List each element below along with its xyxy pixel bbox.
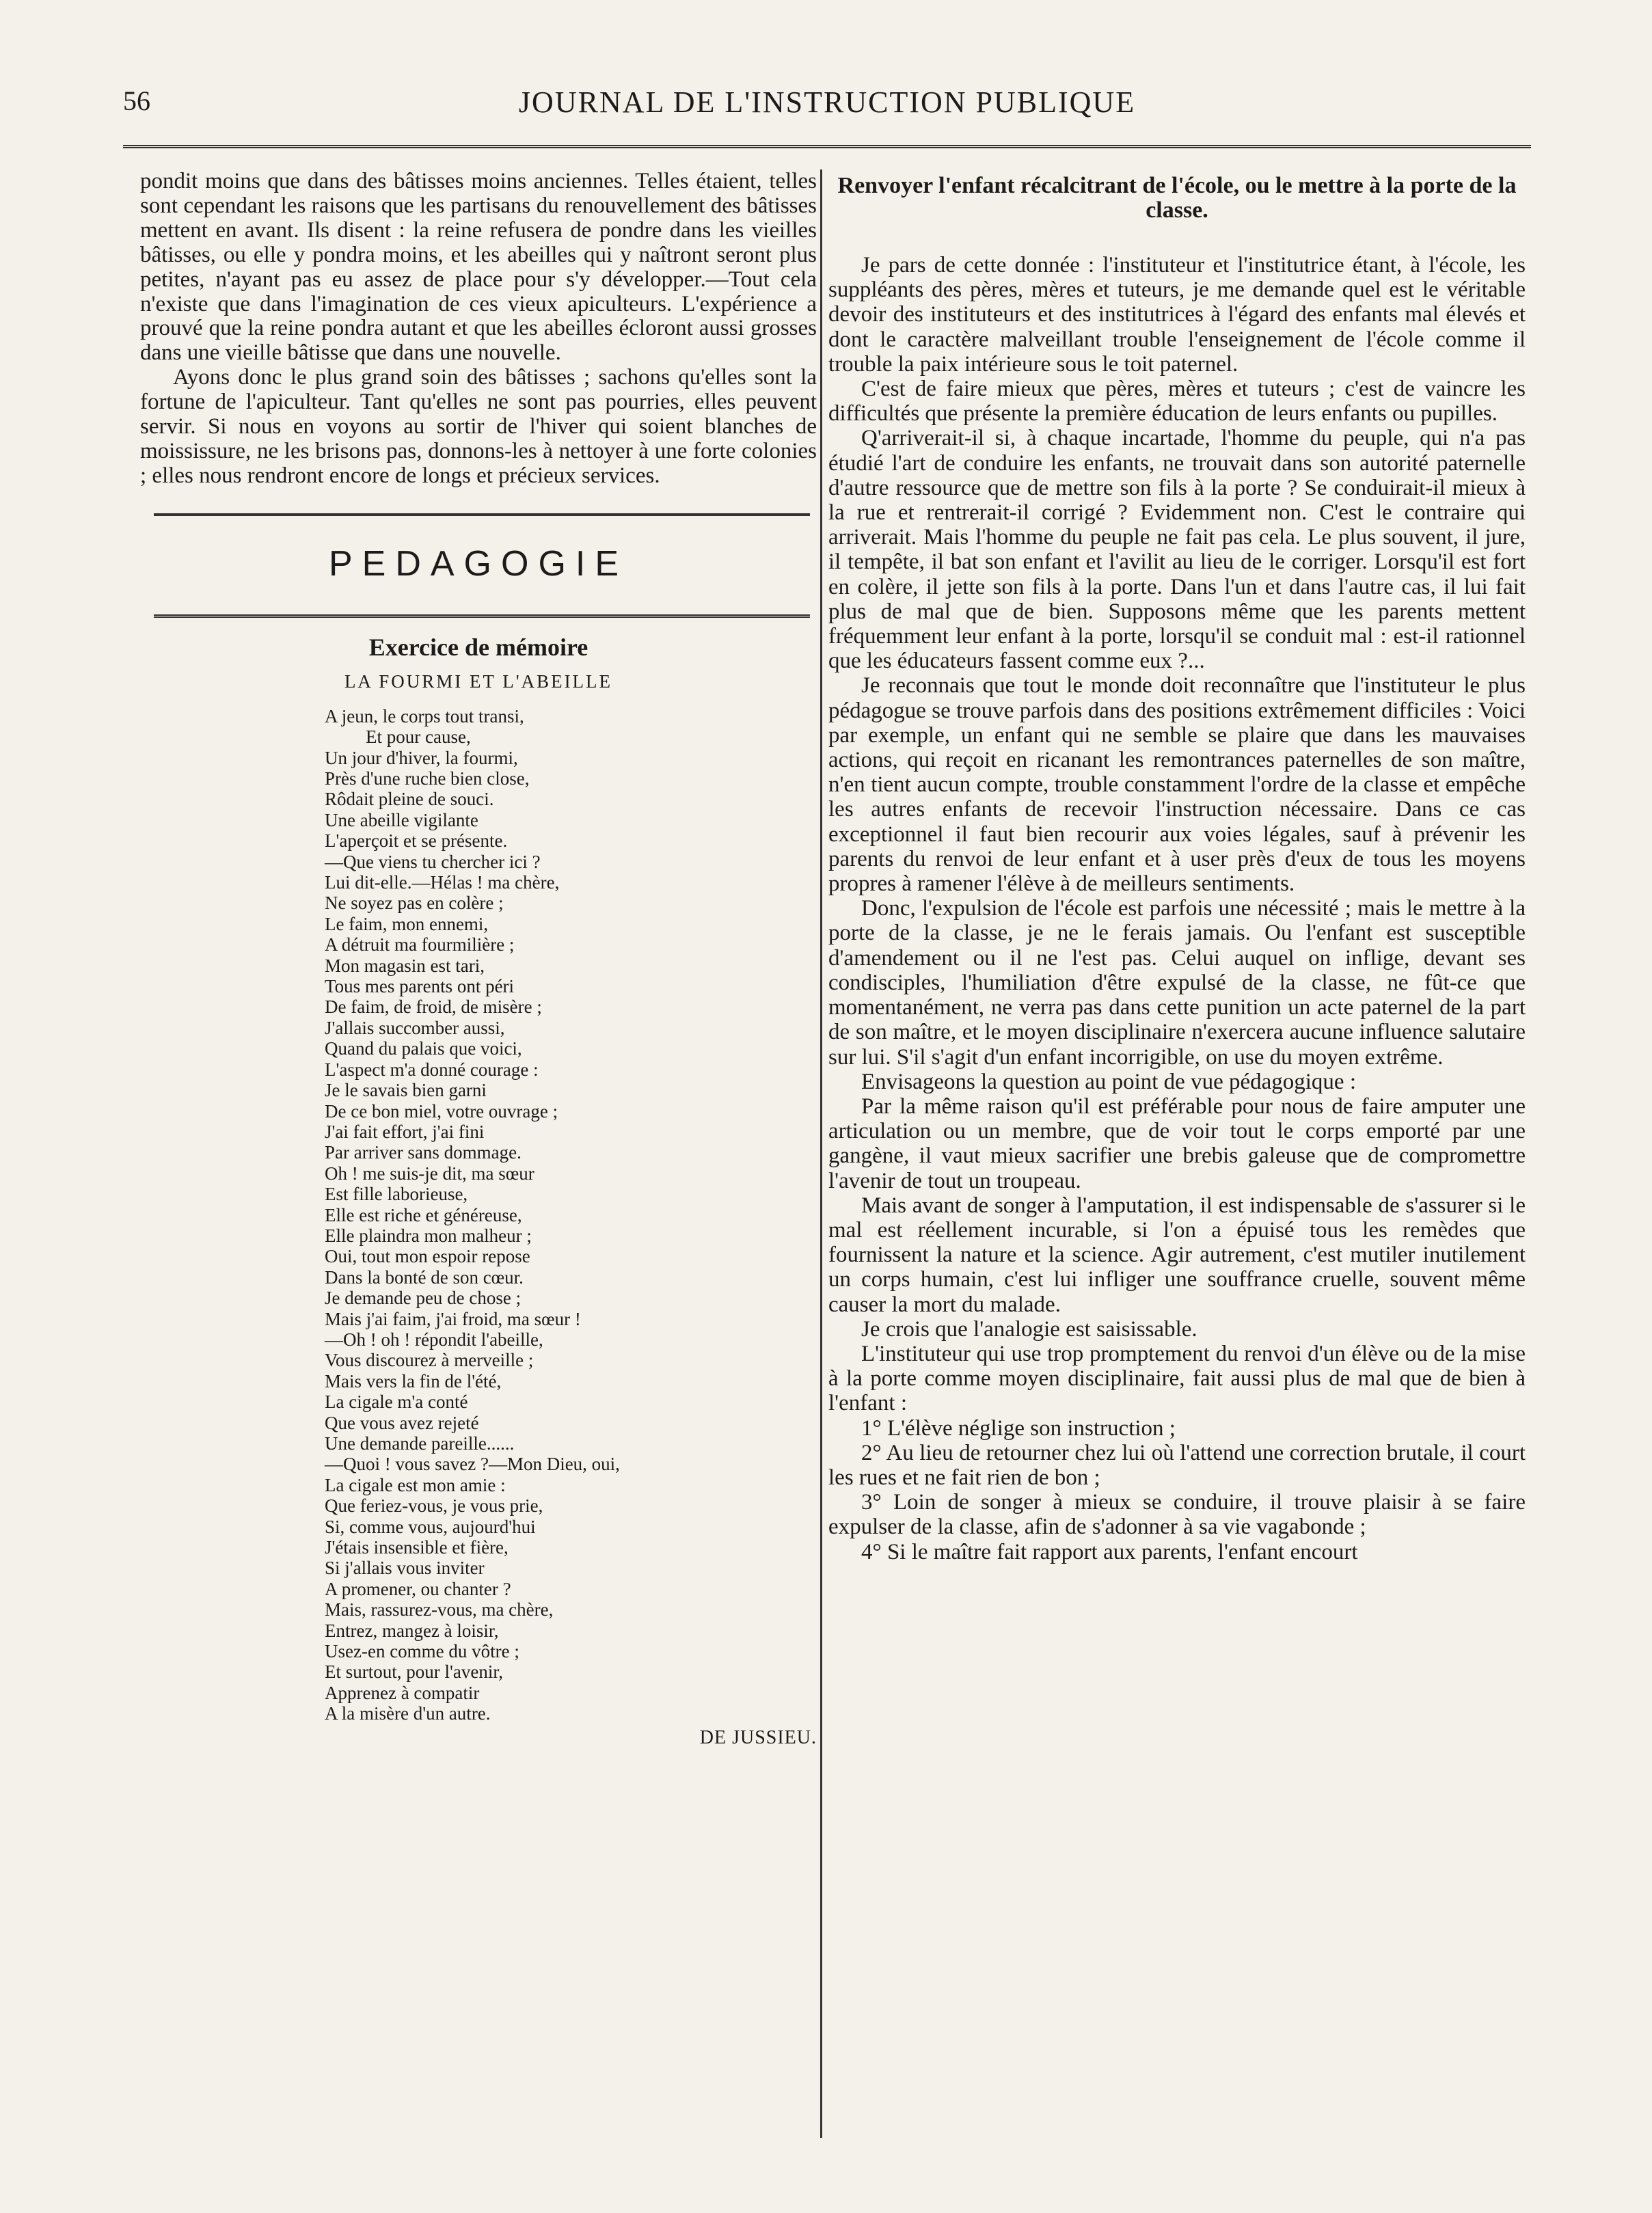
poem-line: Apprenez à compatir [325, 1682, 480, 1703]
article-paragraph: Envisageons la question au point de vue pédagogique : [861, 1069, 1357, 1094]
article-list-item: 3° Loin de songer à mieux se conduire, il trouve plaisir à se faire expulser de la classe, afin de s'adonner à sa vie vagabonde ; [828, 1490, 1526, 1540]
poem-line: Près d'une ruche bien close, [325, 768, 530, 789]
article-list-item: 4° Si le maître fait rapport aux parents, l'enfant encourt [861, 1539, 1358, 1564]
poem-line: Une abeille vigilante [325, 809, 478, 830]
poem-line: Ne soyez pas en colère ; [325, 893, 504, 914]
poem-line: Si j'allais vous inviter [325, 1558, 485, 1579]
article-paragraph: Je pars de cette donnée : l'instituteur et l'institutrice étant, à l'école, les suppléants des pères, mères et tuteurs, je me demande quel est le véritable devoir des instituteurs et des institutrices à l'égard des enfants mal élevés et dont le caractère malveillant trouble l'enseignement de l'école comme il trouble la paix intérieure sous le toit paternel. [828, 253, 1526, 377]
article-list-item: 2° Au lieu de retourner chez lui où l'attend une correction brutale, il court les rues et ne fait rien de bon ; [828, 1440, 1526, 1490]
left-column [140, 169, 817, 1749]
poem-line: Si, comme vous, aujourd'hui [325, 1516, 536, 1537]
poem-line: De faim, de froid, de misère ; [325, 996, 542, 1018]
section-rule-top [154, 513, 810, 516]
poem-line: —Oh ! oh ! répondit l'abeille, [325, 1329, 543, 1350]
article-list-item: 1° L'élève néglige son instruction ; [861, 1415, 1176, 1441]
poem-line: —Que viens tu chercher ici ? [325, 851, 541, 872]
poem-line: De ce bon miel, votre ouvrage ; [325, 1100, 558, 1122]
poem-line: A promener, ou chanter ? [325, 1578, 511, 1599]
article-paragraph: Par la même raison qu'il est préférable pour nous de faire amputer une articulation ou un membre, que de voir tout le corps emporté par une gangène, il vaut mieux sacrifier une brebis galeuse que de compromettre l'avenir de tout un troupeau. [828, 1094, 1526, 1193]
poem-line: Que vous avez rejeté [325, 1412, 479, 1433]
poem-line: Rôdait pleine de souci. [325, 789, 494, 810]
article-paragraph: L'instituteur qui use trop promptement du renvoi d'un élève ou de la mise à la porte comme moyen disciplinaire, fait aussi plus de mal que de bien à l'enfant : [828, 1341, 1526, 1416]
poem-line: Le faim, mon ennemi, [325, 913, 489, 934]
section-title: PEDAGOGIE [328, 543, 629, 584]
section-rule-bottom [154, 614, 810, 618]
poem-line: J'ai fait effort, j'ai fini [325, 1121, 485, 1142]
poem-line: Mon magasin est tari, [325, 955, 485, 976]
poem-line: Quand du palais que voici, [325, 1038, 522, 1059]
poem-line: —Quoi ! vous savez ?—Mon Dieu, oui, [325, 1454, 620, 1475]
poem-line: Mais, rassurez-vous, ma chère, [325, 1599, 554, 1620]
exercise-title: Exercice de mémoire [368, 633, 588, 661]
poem-line: J'étais insensible et fière, [325, 1537, 509, 1558]
column-divider [820, 169, 822, 2138]
poem-line: Mais vers la fin de l'été, [325, 1370, 502, 1391]
poem-author: DE JUSSIEU. [699, 1726, 817, 1748]
poem-line: L'aspect m'a donné courage : [325, 1059, 539, 1080]
apiculture-paragraph-2: Ayons donc le plus grand soin des bâtisses ; sachons qu'elles sont la fortune de l'apiculteur. Tant qu'elles ne sont pas pourries, elles peuvent servir. Si nous en voyons au sortir de l'hiver qui soient blanches de moississure, ne les brisons pas, donnons-les à nettoyer à une forte colonies ; elles nous rendront encore de longs et précieux services. [140, 365, 817, 488]
page-header [123, 74, 1531, 128]
poem-line: Et pour cause, [366, 727, 471, 748]
poem-line: Est fille laborieuse, [325, 1184, 468, 1205]
poem-line: Une demande pareille...... [325, 1433, 515, 1454]
poem-line: Vous discourez à merveille ; [325, 1350, 534, 1371]
article-paragraph: C'est de faire mieux que pères, mères et tuteurs ; c'est de vaincre les difficultés que présente la première éducation de leurs enfants ou pupilles. [828, 377, 1526, 426]
journal-title: JOURNAL DE L'INSTRUCTION PUBLIQUE [518, 85, 1136, 119]
poem-line: Je demande peu de chose ; [325, 1288, 522, 1309]
apiculture-paragraph-1: pondit moins que dans des bâtisses moins anciennes. Telles étaient, telles sont cependant les raisons que les partisans du renouvellement des bâtisses mettent en avant. Ils disent : la reine refusera de pondre dans les vieilles bâtisses, ou elle y pondra moins, et les abeilles qui y naîtront seront plus petites, n'ayant pas eu assez de place pour s'y développer.—Tout cela n'existe que dans l'imagination de ces vieux apiculteurs. L'expérience a prouvé que la reine pondra autant et que les abeilles écloront aussi grosses dans une vieille bâtisse que dans une nouvelle. [140, 169, 817, 366]
poem-line: La cigale est mon amie : [325, 1474, 506, 1495]
article-paragraph: Mais avant de songer à l'amputation, il est indispensable de s'assurer si le mal est réellement incurable, si l'on a épuisé tous les remèdes que fournissent la nature et la science. Agir autrement, c'est mutiler inutilement un corps humain, c'est lui infliger une souffrance cruelle, souvent même causer la mort du malade. [828, 1193, 1526, 1317]
poem-line: Un jour d'hiver, la fourmi, [325, 747, 518, 768]
poem-line: L'aperçoit et se présente. [325, 830, 508, 852]
poem-line: J'allais succomber aussi, [325, 1017, 505, 1038]
poem-line: Usez-en comme du vôtre ; [325, 1641, 519, 1662]
poem-line: Oui, tout mon espoir repose [325, 1246, 530, 1267]
poem-line: Que feriez-vous, je vous prie, [325, 1495, 543, 1517]
poem-line: Tous mes parents ont péri [325, 976, 515, 997]
poem-line: Oh ! me suis-je dit, ma sœur [325, 1163, 534, 1184]
poem-line: Et surtout, pour l'avenir, [325, 1661, 503, 1683]
poem-line: Elle est riche et généreuse, [325, 1204, 522, 1225]
poem [325, 706, 817, 1724]
poem-line: A détruit ma fourmilière ; [325, 934, 515, 955]
poem-line: La cigale m'a conté [325, 1391, 468, 1413]
page-number: 56 [123, 85, 150, 116]
article-paragraph: Q'arriverait-il si, à chaque incartade, l'homme du peuple, qui n'a pas étudié l'art de conduire les enfants, ne trouvait dans son autorité paternelle d'autre ressource que de mettre son fils à la porte ? Se conduirait-il mieux à la rue et rentrerait-il corrigé ? Evidemment non. C'est le contraire qui arriverait. Mais l'homme du peuple ne fait pas cela. Le plus souvent, il jure, il tempête, il bat son enfant et l'avilit au lieu de le corriger. Lorsqu'il est fort en colère, il jette son fils à la porte. Dans l'un et dans l'autre cas, il lui fait plus de mal que de bien. Supposons même que les parents mettent fréquemment leur enfant à la porte, lorsqu'il se conduit mal : est-il rationnel que les éducateurs fassent comme eux ?... [828, 426, 1526, 674]
poem-line: Elle plaindra mon malheur ; [325, 1225, 532, 1246]
header-rule [123, 145, 1531, 148]
poem-line: Mais j'ai faim, j'ai froid, ma sœur ! [325, 1308, 581, 1329]
poem-line: Par arriver sans dommage. [325, 1142, 522, 1163]
poem-line: A la misère d'un autre. [325, 1703, 491, 1724]
poem-line: Je le savais bien garni [325, 1080, 487, 1101]
article-paragraph: Je reconnais que tout le monde doit reconnaître que l'instituteur le plus pédagogue se trouve parfois dans des positions extrêmement difficiles : Voici par exemple, un enfant qui ne semble se plaire que dans les mauvaises actions, qui reçoit en ricanant les remontrances paternelles de son maître, n'en tient aucun compte, trouble constamment l'ordre de la classe et empêche les autres enfants de recevoir l'instruction nécessaire. Dans ce cas exceptionnel il faut bien recourir aux voies légales, sauf à prévenir les parents du renvoi de leur enfant et à user près d'eux de tous les moyens propres à ramener l'élève à de meilleurs sentiments. [828, 673, 1526, 897]
article-paragraph: Je crois que l'analogie est saisissable. [861, 1316, 1197, 1342]
poem-line: Entrez, mangez à loisir, [325, 1620, 499, 1641]
right-column [828, 169, 1526, 1564]
article-title: Renvoyer l'enfant récalcitrant de l'école, ou le mettre à la porte de la classe. [837, 173, 1517, 223]
poem-title: LA FOURMI ET L'ABEILLE [344, 670, 613, 692]
poem-line: Lui dit-elle.—Hélas ! ma chère, [325, 872, 560, 893]
poem-line: Dans la bonté de son cœur. [325, 1266, 524, 1288]
poem-line: A jeun, le corps tout transi, [325, 705, 524, 727]
article-paragraph: Donc, l'expulsion de l'école est parfois une nécessité ; mais le mettre à la porte de la classe, je ne le ferais jamais. Ou l'enfant est susceptible d'amendement ou il ne l'est pas. Celui auquel on inflige, devant ses condisciples, l'humiliation d'être expulsé de la classe, ne fût-ce que momentanément, ne verra pas dans cette punition un acte paternel de la part de son maître, et le moyen disciplinaire n'exercera aucune influence salutaire sur lui. S'il s'agit d'un enfant incorrigible, on use du moyen extrême. [828, 896, 1526, 1070]
